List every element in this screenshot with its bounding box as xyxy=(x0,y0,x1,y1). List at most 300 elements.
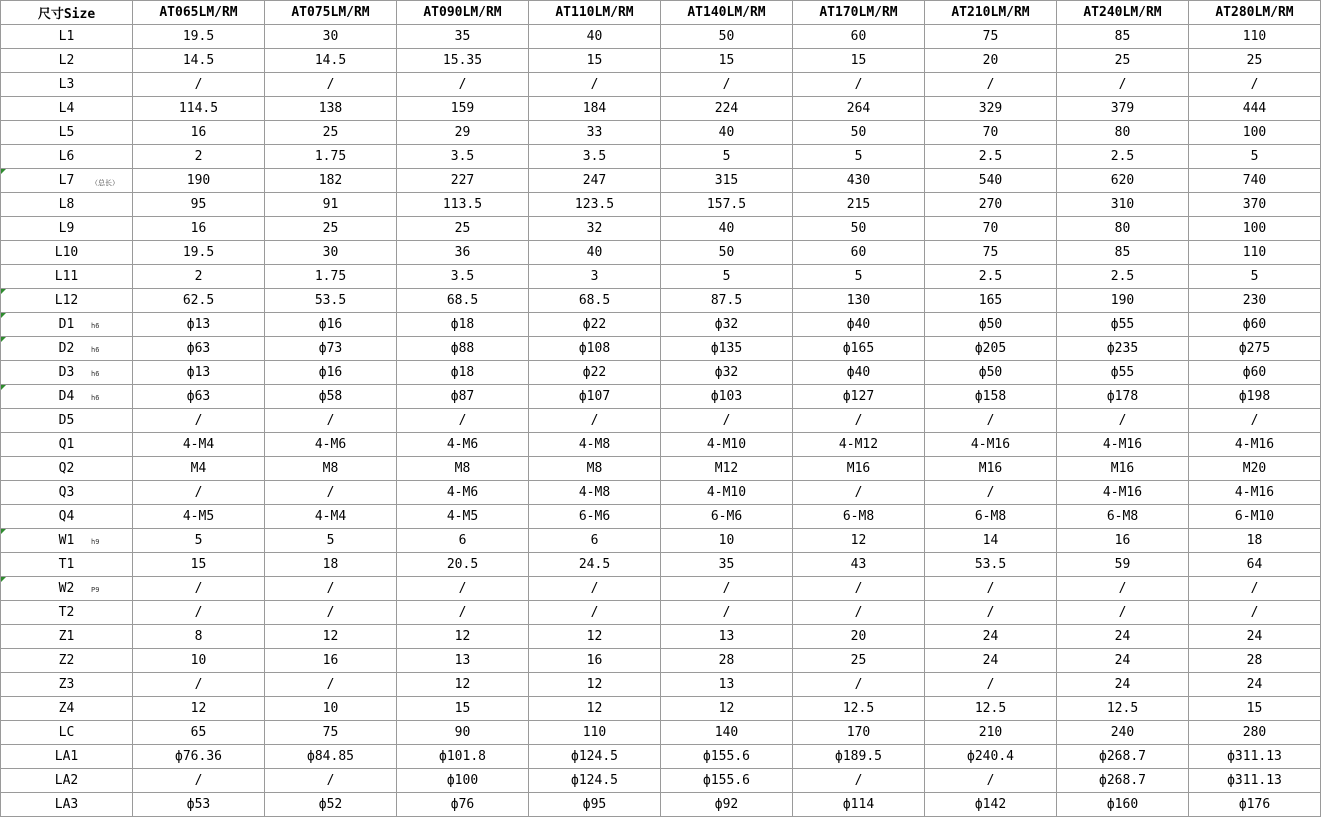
value-cell: 4-M16 xyxy=(1057,481,1189,505)
value-cell: 315 xyxy=(661,169,793,193)
value-cell: ф16 xyxy=(265,361,397,385)
value-cell: 15 xyxy=(397,697,529,721)
row-label: Z1 xyxy=(58,629,75,644)
value-cell: / xyxy=(1057,73,1189,97)
value-cell: 14.5 xyxy=(133,49,265,73)
value-cell: 3.5 xyxy=(529,145,661,169)
value-cell: ф135 xyxy=(661,337,793,361)
value-cell: ф107 xyxy=(529,385,661,409)
row-label: T1 xyxy=(58,557,75,572)
value-cell: ф275 xyxy=(1189,337,1321,361)
table-row xyxy=(1,121,1321,145)
value-cell: 620 xyxy=(1057,169,1189,193)
value-cell: ф32 xyxy=(661,361,793,385)
table-row xyxy=(1,481,1321,505)
value-cell: / xyxy=(265,481,397,505)
value-cell: 379 xyxy=(1057,97,1189,121)
value-cell: 4-M16 xyxy=(1189,481,1321,505)
model-header: AT240LM/RM xyxy=(1057,1,1189,25)
value-cell: ф87 xyxy=(397,385,529,409)
row-label-cell xyxy=(1,649,133,673)
value-cell: / xyxy=(265,673,397,697)
value-cell: ф32 xyxy=(661,313,793,337)
value-cell: 29 xyxy=(397,121,529,145)
row-label-cell xyxy=(1,505,133,529)
row-label-cell xyxy=(1,625,133,649)
value-cell: 184 xyxy=(529,97,661,121)
value-cell: 25 xyxy=(397,217,529,241)
table-row xyxy=(1,97,1321,121)
value-cell: ф142 xyxy=(925,793,1057,817)
value-cell: 6-M10 xyxy=(1189,505,1321,529)
row-label-cell xyxy=(1,313,133,337)
value-cell: 24 xyxy=(1057,625,1189,649)
value-cell: 15 xyxy=(529,49,661,73)
value-cell: 4-M16 xyxy=(1057,433,1189,457)
value-cell: 2.5 xyxy=(925,265,1057,289)
value-cell: 2 xyxy=(133,145,265,169)
row-label-cell xyxy=(1,673,133,697)
value-cell: 19.5 xyxy=(133,241,265,265)
row-label: Z4 xyxy=(58,701,75,716)
value-cell: 159 xyxy=(397,97,529,121)
value-cell: 12 xyxy=(265,625,397,649)
value-cell: ф268.7 xyxy=(1057,745,1189,769)
value-cell: / xyxy=(397,601,529,625)
value-cell: 20.5 xyxy=(397,553,529,577)
value-cell: 247 xyxy=(529,169,661,193)
row-label: L4 xyxy=(58,101,75,116)
table-row xyxy=(1,529,1321,553)
value-cell: / xyxy=(925,673,1057,697)
row-label-cell xyxy=(1,169,133,193)
row-label-suffix: h6 xyxy=(91,394,100,402)
value-cell: 110 xyxy=(1189,241,1321,265)
value-cell: / xyxy=(1057,577,1189,601)
row-label-cell xyxy=(1,529,133,553)
value-cell: ф160 xyxy=(1057,793,1189,817)
table-row xyxy=(1,769,1321,793)
value-cell: / xyxy=(265,601,397,625)
value-cell: 24 xyxy=(1057,673,1189,697)
table-row xyxy=(1,577,1321,601)
row-label: D3 xyxy=(58,365,75,380)
value-cell: 13 xyxy=(661,625,793,649)
value-cell: 59 xyxy=(1057,553,1189,577)
value-cell: 227 xyxy=(397,169,529,193)
value-cell: / xyxy=(397,577,529,601)
table-row xyxy=(1,217,1321,241)
value-cell: ф55 xyxy=(1057,313,1189,337)
value-cell: 190 xyxy=(133,169,265,193)
value-cell: 80 xyxy=(1057,217,1189,241)
value-cell: / xyxy=(925,601,1057,625)
value-cell: 3.5 xyxy=(397,145,529,169)
value-cell: / xyxy=(529,601,661,625)
value-cell: 10 xyxy=(133,649,265,673)
value-cell: 60 xyxy=(793,241,925,265)
value-cell: M4 xyxy=(133,457,265,481)
table-row xyxy=(1,361,1321,385)
value-cell: ф22 xyxy=(529,313,661,337)
row-label-cell xyxy=(1,49,133,73)
value-cell: 36 xyxy=(397,241,529,265)
value-cell: ф176 xyxy=(1189,793,1321,817)
value-cell: 60 xyxy=(793,25,925,49)
value-cell: / xyxy=(133,73,265,97)
value-cell: 224 xyxy=(661,97,793,121)
row-label-cell xyxy=(1,409,133,433)
value-cell: 24 xyxy=(925,649,1057,673)
value-cell: ф84.85 xyxy=(265,745,397,769)
value-cell: 4-M5 xyxy=(397,505,529,529)
value-cell: 113.5 xyxy=(397,193,529,217)
value-cell: 28 xyxy=(661,649,793,673)
value-cell: 170 xyxy=(793,721,925,745)
value-cell: 370 xyxy=(1189,193,1321,217)
value-cell: 430 xyxy=(793,169,925,193)
row-label-cell xyxy=(1,553,133,577)
value-cell: 5 xyxy=(793,265,925,289)
value-cell: 5 xyxy=(1189,145,1321,169)
row-label-cell xyxy=(1,145,133,169)
value-cell: / xyxy=(661,601,793,625)
row-label-cell xyxy=(1,745,133,769)
row-label: L7 xyxy=(58,173,75,188)
value-cell: 130 xyxy=(793,289,925,313)
row-label: L6 xyxy=(58,149,75,164)
row-label-cell xyxy=(1,73,133,97)
value-cell: 4-M12 xyxy=(793,433,925,457)
value-cell: 19.5 xyxy=(133,25,265,49)
value-cell: ф63 xyxy=(133,337,265,361)
value-cell: / xyxy=(265,409,397,433)
value-cell: M8 xyxy=(529,457,661,481)
value-cell: 190 xyxy=(1057,289,1189,313)
value-cell: 12.5 xyxy=(1057,697,1189,721)
row-label: D1 xyxy=(58,317,75,332)
value-cell: 4-M10 xyxy=(661,433,793,457)
value-cell: ф189.5 xyxy=(793,745,925,769)
value-cell: ф100 xyxy=(397,769,529,793)
row-label-cell xyxy=(1,433,133,457)
value-cell: 25 xyxy=(265,217,397,241)
value-cell: 4-M4 xyxy=(133,433,265,457)
value-cell: 15 xyxy=(793,49,925,73)
value-cell: M16 xyxy=(1057,457,1189,481)
value-cell: ф13 xyxy=(133,361,265,385)
value-cell: 4-M5 xyxy=(133,505,265,529)
value-cell: 18 xyxy=(265,553,397,577)
value-cell: 5 xyxy=(133,529,265,553)
row-label: W1 xyxy=(58,533,75,548)
value-cell: / xyxy=(133,673,265,697)
value-cell: / xyxy=(133,481,265,505)
value-cell: / xyxy=(925,409,1057,433)
value-cell: 6-M8 xyxy=(925,505,1057,529)
value-cell: 32 xyxy=(529,217,661,241)
value-cell: 20 xyxy=(793,625,925,649)
value-cell: / xyxy=(397,409,529,433)
value-cell: 15 xyxy=(133,553,265,577)
comment-marker-icon xyxy=(1,337,6,342)
value-cell: ф155.6 xyxy=(661,769,793,793)
value-cell: M20 xyxy=(1189,457,1321,481)
value-cell: ф18 xyxy=(397,313,529,337)
value-cell: 230 xyxy=(1189,289,1321,313)
row-label: D2 xyxy=(58,341,75,356)
value-cell: 4-M8 xyxy=(529,481,661,505)
table-row xyxy=(1,697,1321,721)
value-cell: ф124.5 xyxy=(529,769,661,793)
table-row xyxy=(1,265,1321,289)
table-row xyxy=(1,625,1321,649)
value-cell: 157.5 xyxy=(661,193,793,217)
value-cell: 8 xyxy=(133,625,265,649)
value-cell: 16 xyxy=(133,217,265,241)
value-cell: / xyxy=(793,673,925,697)
row-label-suffix: P9 xyxy=(91,586,100,594)
value-cell: 75 xyxy=(925,241,1057,265)
value-cell: 110 xyxy=(529,721,661,745)
value-cell: ф127 xyxy=(793,385,925,409)
value-cell: ф63 xyxy=(133,385,265,409)
value-cell: 5 xyxy=(265,529,397,553)
table-row xyxy=(1,745,1321,769)
value-cell: 16 xyxy=(1057,529,1189,553)
value-cell: / xyxy=(133,409,265,433)
row-label: Q1 xyxy=(58,437,75,452)
value-cell: 24 xyxy=(1189,625,1321,649)
value-cell: 280 xyxy=(1189,721,1321,745)
value-cell: 210 xyxy=(925,721,1057,745)
value-cell: / xyxy=(133,769,265,793)
value-cell: 3 xyxy=(529,265,661,289)
value-cell: ф60 xyxy=(1189,313,1321,337)
value-cell: ф240.4 xyxy=(925,745,1057,769)
value-cell: 740 xyxy=(1189,169,1321,193)
comment-marker-icon xyxy=(1,289,6,294)
table-row xyxy=(1,145,1321,169)
table-row xyxy=(1,241,1321,265)
model-header: AT065LM/RM xyxy=(133,1,265,25)
row-label: LA3 xyxy=(54,797,79,812)
value-cell: 14 xyxy=(925,529,1057,553)
row-label-cell xyxy=(1,481,133,505)
value-cell: ф178 xyxy=(1057,385,1189,409)
value-cell: 25 xyxy=(1057,49,1189,73)
value-cell: ф92 xyxy=(661,793,793,817)
comment-marker-icon xyxy=(1,577,6,582)
value-cell: 24.5 xyxy=(529,553,661,577)
row-label: L10 xyxy=(54,245,79,260)
value-cell: 95 xyxy=(133,193,265,217)
value-cell: 75 xyxy=(265,721,397,745)
value-cell: / xyxy=(793,73,925,97)
row-label-suffix: h9 xyxy=(91,538,100,546)
value-cell: 2.5 xyxy=(925,145,1057,169)
value-cell: 33 xyxy=(529,121,661,145)
value-cell: ф22 xyxy=(529,361,661,385)
size-header: 尺寸Size xyxy=(1,1,133,25)
row-label-suffix: （总长） xyxy=(91,179,119,187)
value-cell: ф50 xyxy=(925,361,1057,385)
value-cell: 6-M8 xyxy=(1057,505,1189,529)
value-cell: / xyxy=(661,73,793,97)
value-cell: ф205 xyxy=(925,337,1057,361)
value-cell: 15 xyxy=(1189,697,1321,721)
value-cell: / xyxy=(529,409,661,433)
row-label-cell xyxy=(1,769,133,793)
value-cell: 50 xyxy=(661,25,793,49)
value-cell: 85 xyxy=(1057,241,1189,265)
table-row xyxy=(1,505,1321,529)
row-label: D5 xyxy=(58,413,75,428)
table-row xyxy=(1,457,1321,481)
table-row xyxy=(1,409,1321,433)
value-cell: 4-M16 xyxy=(925,433,1057,457)
row-label-suffix: h6 xyxy=(91,322,100,330)
row-label: W2 xyxy=(58,581,75,596)
value-cell: 3.5 xyxy=(397,265,529,289)
value-cell: 24 xyxy=(1057,649,1189,673)
value-cell: 50 xyxy=(661,241,793,265)
value-cell: / xyxy=(793,601,925,625)
model-header: AT075LM/RM xyxy=(265,1,397,25)
value-cell: 40 xyxy=(661,217,793,241)
value-cell: 12 xyxy=(529,673,661,697)
value-cell: 85 xyxy=(1057,25,1189,49)
value-cell: 10 xyxy=(661,529,793,553)
value-cell: 1.75 xyxy=(265,265,397,289)
value-cell: / xyxy=(397,73,529,97)
table-row xyxy=(1,673,1321,697)
table-row xyxy=(1,289,1321,313)
value-cell: 16 xyxy=(265,649,397,673)
value-cell: 12 xyxy=(529,697,661,721)
value-cell: / xyxy=(925,481,1057,505)
value-cell: / xyxy=(1189,577,1321,601)
value-cell: 70 xyxy=(925,121,1057,145)
value-cell: / xyxy=(265,577,397,601)
value-cell: M16 xyxy=(925,457,1057,481)
table-row xyxy=(1,193,1321,217)
value-cell: / xyxy=(661,409,793,433)
table-row xyxy=(1,793,1321,817)
value-cell: ф158 xyxy=(925,385,1057,409)
value-cell: 40 xyxy=(661,121,793,145)
value-cell: 540 xyxy=(925,169,1057,193)
value-cell: 2 xyxy=(133,265,265,289)
value-cell: 5 xyxy=(1189,265,1321,289)
row-label-suffix: h6 xyxy=(91,346,100,354)
value-cell: 24 xyxy=(925,625,1057,649)
value-cell: 5 xyxy=(661,265,793,289)
value-cell: / xyxy=(265,769,397,793)
row-label-cell xyxy=(1,265,133,289)
value-cell: 6-M6 xyxy=(661,505,793,529)
value-cell: 4-M8 xyxy=(529,433,661,457)
model-header: AT170LM/RM xyxy=(793,1,925,25)
value-cell: 13 xyxy=(397,649,529,673)
model-header: AT210LM/RM xyxy=(925,1,1057,25)
value-cell: ф165 xyxy=(793,337,925,361)
row-label: Z3 xyxy=(58,677,75,692)
comment-marker-icon xyxy=(1,313,6,318)
row-label: D4 xyxy=(58,389,75,404)
value-cell: 25 xyxy=(265,121,397,145)
value-cell: 270 xyxy=(925,193,1057,217)
value-cell: 4-M6 xyxy=(397,481,529,505)
value-cell: / xyxy=(1057,409,1189,433)
value-cell: 264 xyxy=(793,97,925,121)
value-cell: / xyxy=(1189,409,1321,433)
value-cell: ф114 xyxy=(793,793,925,817)
value-cell: 62.5 xyxy=(133,289,265,313)
value-cell: ф16 xyxy=(265,313,397,337)
value-cell: 240 xyxy=(1057,721,1189,745)
value-cell: 12 xyxy=(529,625,661,649)
value-cell: 18 xyxy=(1189,529,1321,553)
value-cell: 5 xyxy=(661,145,793,169)
value-cell: ф52 xyxy=(265,793,397,817)
value-cell: 6-M6 xyxy=(529,505,661,529)
row-label-suffix: h6 xyxy=(91,370,100,378)
value-cell: 20 xyxy=(925,49,1057,73)
comment-marker-icon xyxy=(1,169,6,174)
value-cell: 87.5 xyxy=(661,289,793,313)
value-cell: ф198 xyxy=(1189,385,1321,409)
value-cell: 4-M16 xyxy=(1189,433,1321,457)
table-row xyxy=(1,337,1321,361)
value-cell: ф311.13 xyxy=(1189,769,1321,793)
value-cell: ф124.5 xyxy=(529,745,661,769)
value-cell: / xyxy=(793,577,925,601)
value-cell: / xyxy=(1189,73,1321,97)
value-cell: ф50 xyxy=(925,313,1057,337)
value-cell: M12 xyxy=(661,457,793,481)
value-cell: ф108 xyxy=(529,337,661,361)
value-cell: 14.5 xyxy=(265,49,397,73)
row-label-cell xyxy=(1,217,133,241)
value-cell: ф40 xyxy=(793,361,925,385)
row-label-cell xyxy=(1,697,133,721)
table-row xyxy=(1,601,1321,625)
value-cell: 12 xyxy=(793,529,925,553)
value-cell: 140 xyxy=(661,721,793,745)
value-cell: 1.75 xyxy=(265,145,397,169)
row-label-cell xyxy=(1,97,133,121)
value-cell: 90 xyxy=(397,721,529,745)
value-cell: 50 xyxy=(793,121,925,145)
row-label-cell xyxy=(1,601,133,625)
value-cell: 40 xyxy=(529,241,661,265)
value-cell: M8 xyxy=(397,457,529,481)
model-header: AT140LM/RM xyxy=(661,1,793,25)
table-row xyxy=(1,649,1321,673)
comment-marker-icon xyxy=(1,529,6,534)
value-cell: 182 xyxy=(265,169,397,193)
model-header: AT090LM/RM xyxy=(397,1,529,25)
row-label: T2 xyxy=(58,605,75,620)
value-cell: ф58 xyxy=(265,385,397,409)
row-label-cell xyxy=(1,361,133,385)
value-cell: 64 xyxy=(1189,553,1321,577)
value-cell: 12.5 xyxy=(925,697,1057,721)
value-cell: 53.5 xyxy=(265,289,397,313)
header-row xyxy=(1,1,1321,25)
comment-marker-icon xyxy=(1,385,6,390)
